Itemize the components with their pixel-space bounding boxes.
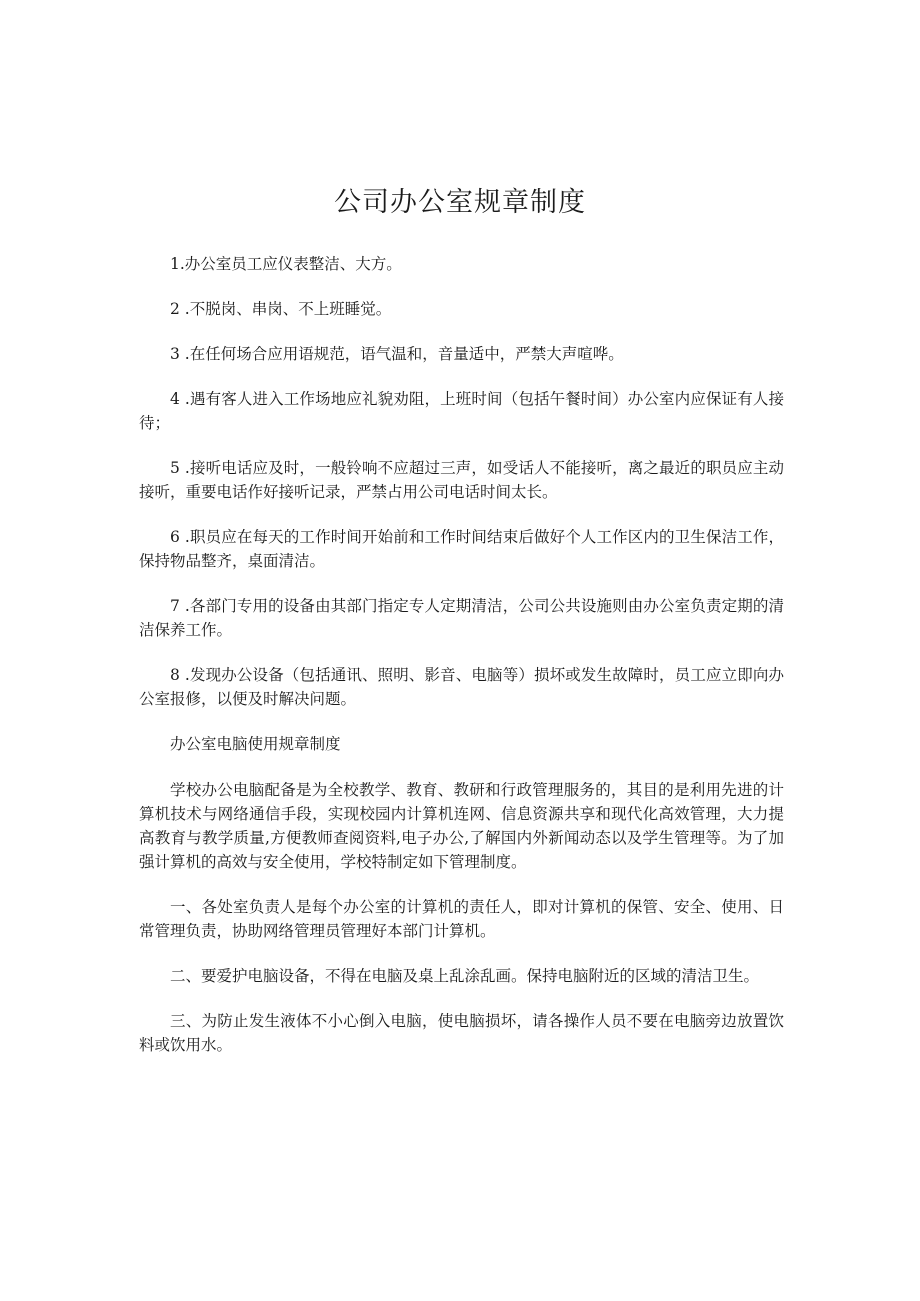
section-heading-computer-rules: 办公室电脑使用规章制度 xyxy=(170,735,341,753)
computer-rule-1: 一、各处室负责人是每个办公室的计算机的责任人，即对计算机的保管、安全、使用、日常管理负责，协助网络管理员管理好本部门计算机。 xyxy=(139,898,784,940)
computer-rules-intro: 学校办公电脑配备是为全校教学、教育、教研和行政管理服务的，其目的是利用先进的计算机技术与网络通信手段，实现校园内计算机连网、信息资源共享和现代化高效管理，大力提高教育与教学质量,方便教师查阅资料,电子办公,了解国内外新闻动态以及学生管理等。为了加强计算机的高效与安全使用，学校特制定如下管理制度。 xyxy=(139,781,784,871)
rule-paragraph-7: 7 .各部门专用的设备由其部门指定专人定期清洁，公司公共设施则由办公室负责定期的清洁保养工作。 xyxy=(139,597,784,639)
document-title: 公司办公室规章制度 xyxy=(334,187,586,218)
rule-paragraph-8: 8 .发现办公设备（包括通讯、照明、影音、电脑等）损坏或发生故障时，员工应立即向办公室报修，以便及时解决问题。 xyxy=(139,666,784,708)
computer-rule-2: 二、要爱护电脑设备，不得在电脑及桌上乱涂乱画。保持电脑附近的区域的清洁卫生。 xyxy=(170,967,760,985)
rule-paragraph-3: 3 .在任何场合应用语规范，语气温和，音量适中，严禁大声喧哗。 xyxy=(170,345,624,363)
rule-paragraph-5: 5 .接听电话应及时，一般铃响不应超过三声，如受话人不能接听，离之最近的职员应主动接听，重要电话作好接听记录，严禁占用公司电话时间太长。 xyxy=(139,459,784,501)
rule-paragraph-2: 2 .不脱岗、串岗、不上班睡觉。 xyxy=(170,300,392,318)
rule-paragraph-1: 1.办公室员工应仪表整洁、大方。 xyxy=(170,255,402,273)
rule-paragraph-6: 6 .职员应在每天的工作时间开始前和工作时间结束后做好个人工作区内的卫生保洁工作，保持物品整齐，桌面清洁。 xyxy=(139,528,784,570)
document-body xyxy=(139,252,784,1078)
computer-rule-3: 三、为防止发生液体不小心倒入电脑，使电脑损坏，请各操作人员不要在电脑旁边放置饮料或饮用水。 xyxy=(139,1012,784,1054)
rule-paragraph-4: 4 .遇有客人进入工作场地应礼貌劝阻，上班时间（包括午餐时间）办公室内应保证有人接待； xyxy=(139,390,784,432)
